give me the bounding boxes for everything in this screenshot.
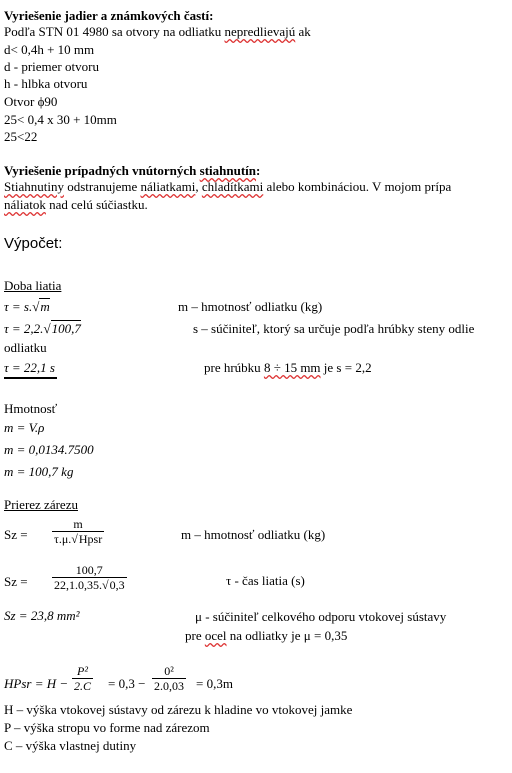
- formula-part: Sz = 23,8: [4, 608, 57, 623]
- calc-line-1: 25< 0,4 x 30 + 10mm: [4, 112, 117, 127]
- denominator: [52, 531, 104, 546]
- text-spellcheck: stiahnutín: [199, 163, 257, 178]
- fraction-p2: [72, 664, 93, 693]
- text-spellcheck: náliatkami: [140, 179, 196, 194]
- section2-paragraph-line1: [4, 179, 451, 195]
- vypocet-heading: Výpočet:: [4, 235, 63, 252]
- formula-m-3: [4, 464, 73, 480]
- note-s-continuation: odliatku: [4, 340, 47, 355]
- legend-C: C – výška vlastnej dutiny: [4, 738, 137, 753]
- formula-sz-2-lhs: Sz =: [4, 574, 28, 589]
- fraction-sz-1: [52, 517, 104, 546]
- radicand: 0,3: [109, 578, 125, 592]
- formula-tau-2: [4, 321, 81, 337]
- note-m: m – hmotnosť odliatku (kg): [178, 299, 323, 314]
- text-spellcheck: 8 ÷ 15 mm: [263, 360, 321, 375]
- text: alebo kombináciou. V mojom prípa: [263, 179, 452, 194]
- denominator: 2.C: [74, 679, 92, 693]
- d-definition: d - priemer otvoru: [4, 59, 99, 74]
- text: 22,1.0,35.: [54, 578, 102, 592]
- legend-H: H – výška vtokovej sústavy od zárezu k hladine vo vtokovej jamke: [4, 702, 353, 717]
- section1-title: Vyriešenie jadier a známkových častí:: [4, 8, 214, 23]
- text: odstranujeme: [63, 179, 141, 194]
- formula-sz-3: [4, 608, 80, 624]
- section2-title: [4, 163, 260, 179]
- text: Podľa STN 01 4980 sa otvory na odliatku: [4, 24, 225, 39]
- note-thickness: pre hrúbku 8 ÷ 15 mm je s = 2,2: [204, 360, 372, 375]
- numerator: P²: [77, 664, 88, 678]
- radicand: 100,7: [51, 321, 81, 336]
- formula-tau-result: τ = 22,1 s: [4, 360, 57, 379]
- formula-part: m = 100,7: [4, 464, 62, 479]
- sqrt-sign: √: [102, 578, 109, 592]
- formula-m-2: m = 0,0134.7500: [4, 442, 94, 457]
- text-spellcheck: ocel: [204, 628, 227, 643]
- text: ,: [195, 179, 202, 194]
- legend-P: P – výška stropu vo forme nad zárezom: [4, 720, 210, 735]
- section2-paragraph-line2: [4, 197, 148, 213]
- formula-m-1: m = V.ρ: [4, 420, 45, 435]
- numerator: 0²: [164, 664, 174, 678]
- text: ak: [295, 24, 311, 39]
- denominator: 2.0,03: [154, 679, 184, 693]
- hmotnost-title: Hmotnosť: [4, 401, 58, 416]
- formula-part: τ = 2,2.: [4, 321, 44, 336]
- text: τ.μ.: [54, 532, 72, 546]
- text-spellcheck: nepredlievajú: [224, 24, 296, 39]
- text-spellcheck: Stiahnutiny: [4, 179, 64, 194]
- unit: kg: [61, 464, 74, 479]
- radicand: m: [40, 299, 50, 314]
- note-mu-value: pre ocel na odliatky je μ = 0,35: [185, 628, 348, 643]
- text: :: [256, 163, 261, 178]
- formula-hpsr-lhs: HPsr = H −: [4, 676, 69, 691]
- note-s: s – súčiniteľ, ktorý sa určuje podľa hrúbky steny odlie: [193, 321, 475, 336]
- unit: mm²: [56, 608, 80, 623]
- formula-tau-1: [4, 299, 50, 315]
- text-spellcheck: náliatok: [4, 197, 46, 212]
- hole-diameter: Otvor ϕ90: [4, 94, 58, 109]
- h-definition: h - hlbka otvoru: [4, 76, 88, 91]
- note-m-2: m – hmotnosť odliatku (kg): [181, 527, 326, 542]
- formula-hpsr-rhs: = 0,3m: [196, 676, 233, 691]
- formula-part: τ = s.: [4, 299, 33, 314]
- prierez-title: Prierez zárezu: [4, 497, 78, 512]
- doba-liatia-title: Doba liatia: [4, 278, 62, 293]
- numerator: 100,7: [75, 563, 103, 577]
- fraction-zero: [152, 664, 186, 693]
- condition-formula: d< 0,4h + 10 mm: [4, 42, 95, 57]
- note-tau: τ - čas liatia (s): [226, 573, 305, 588]
- sqrt-sign: √: [32, 299, 40, 314]
- formula-sz-1-lhs: Sz =: [4, 527, 28, 542]
- sqrt-sign: √: [71, 532, 78, 546]
- calc-line-2: 25<22: [4, 129, 38, 144]
- numerator: m: [73, 517, 83, 531]
- sqrt-sign: √: [43, 321, 51, 336]
- radicand: Hpsr: [78, 532, 103, 546]
- note-mu: μ - súčiniteľ celkového odporu vtokovej sústavy: [195, 609, 447, 624]
- fraction-sz-2: [52, 563, 127, 592]
- section1-line1: [4, 24, 311, 40]
- text: Vyriešenie prípadných vnútorných: [4, 163, 200, 178]
- text-spellcheck: chladítkami: [201, 179, 264, 194]
- formula-hpsr-mid: = 0,3 −: [108, 676, 146, 691]
- text: nad celú súčiastku.: [45, 197, 148, 212]
- denominator: [52, 577, 127, 592]
